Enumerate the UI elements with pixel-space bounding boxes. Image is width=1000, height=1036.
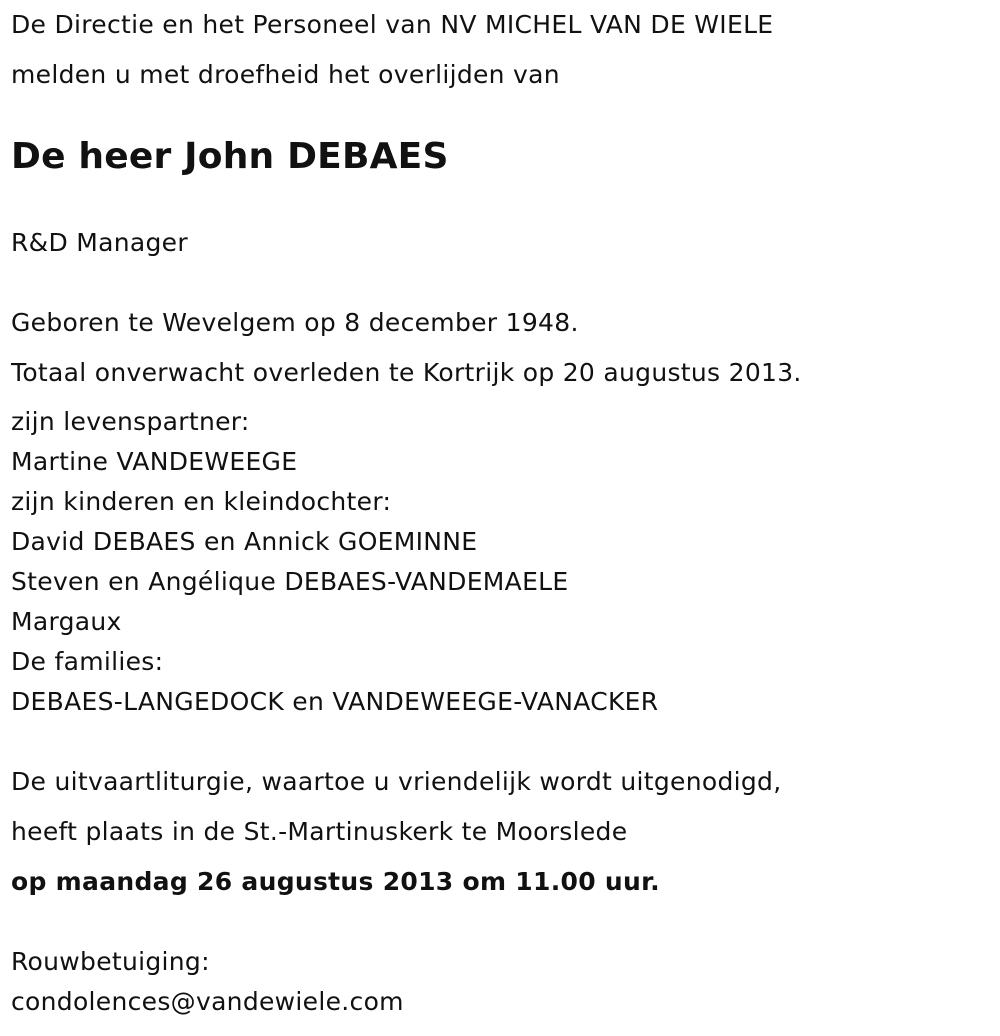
families-names: DEBAES-LANGEDOCK en VANDEWEEGE-VANACKER (11, 687, 659, 716)
death-line: Totaal onverwacht overleden te Kortrijk op 20 augustus 2013. (11, 358, 802, 387)
birth-line: Geboren te Wevelgem op 8 december 1948. (11, 308, 579, 337)
families-label: De families: (11, 647, 164, 676)
funeral-invitation: De uitvaartliturgie, waartoe u vriendelijk wordt uitgenodigd, (11, 767, 782, 796)
funeral-datetime: op maandag 26 augustus 2013 om 11.00 uur. (11, 867, 660, 896)
child-entry: Margaux (11, 607, 122, 636)
header-line-company: De Directie en het Personeel van NV MICHEL VAN DE WIELE (11, 10, 774, 39)
condolences-email[interactable]: condolences@vandewiele.com (11, 987, 404, 1016)
deceased-name: De heer John DEBAES (11, 136, 449, 177)
child-entry: David DEBAES en Annick GOEMINNE (11, 527, 478, 556)
partner-name: Martine VANDEWEEGE (11, 447, 298, 476)
partner-label: zijn levenspartner: (11, 407, 250, 436)
child-entry: Steven en Angélique DEBAES-VANDEMAELE (11, 567, 569, 596)
deceased-function: R&D Manager (11, 228, 188, 257)
children-label: zijn kinderen en kleindochter: (11, 487, 392, 516)
header-line-announcement: melden u met droefheid het overlijden van (11, 60, 560, 89)
condolences-label: Rouwbetuiging: (11, 947, 210, 976)
funeral-location: heeft plaats in de St.-Martinuskerk te Moorslede (11, 817, 628, 846)
